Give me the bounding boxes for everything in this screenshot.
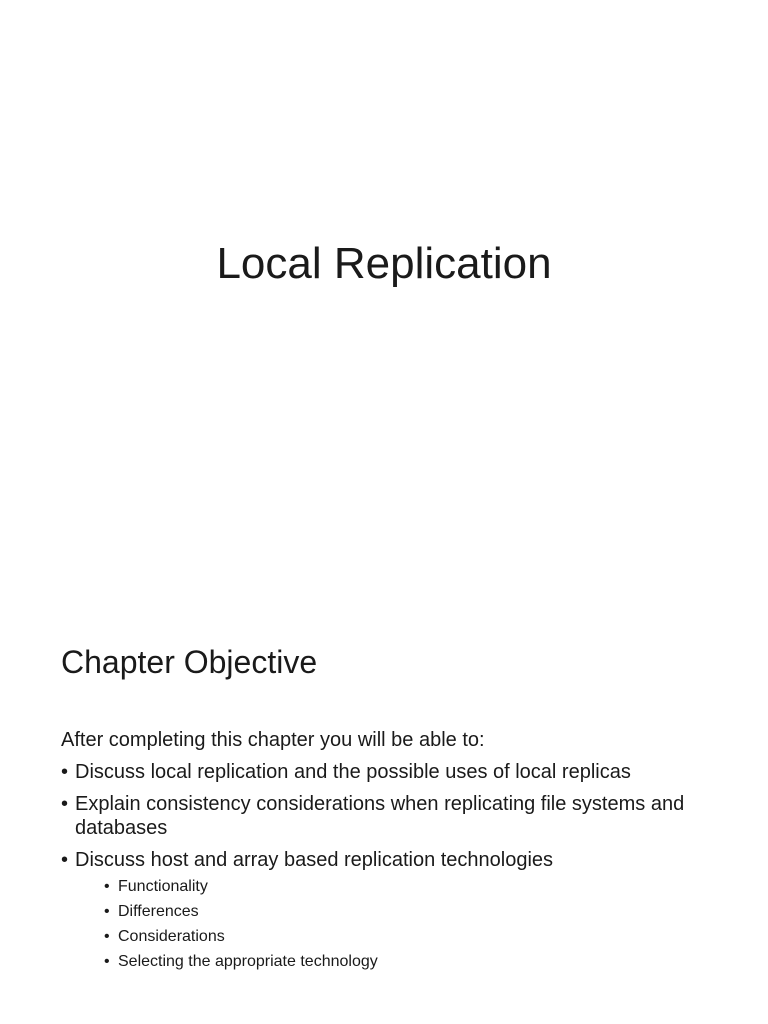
sub-list-item (75, 949, 741, 974)
bullet-icon: • (104, 878, 110, 895)
bullet-icon: • (61, 849, 69, 871)
list-item-text: Explain consistency considerations when replicating file systems and databases (75, 793, 685, 839)
list-item (61, 848, 741, 974)
slide-title: Local Replication (216, 239, 552, 288)
sub-list-item-text: Differences (118, 903, 199, 920)
bullet-icon: • (61, 793, 69, 815)
bullet-icon: • (61, 761, 69, 783)
intro-text: After completing this chapter you will be able to: (61, 729, 485, 751)
list-item-text: Discuss local replication and the possible uses of local replicas (75, 761, 631, 783)
section-title: Chapter Objective (61, 644, 318, 680)
objectives-slide (0, 560, 768, 1024)
bullet-icon: • (104, 953, 110, 970)
sub-list-item-text: Functionality (118, 878, 208, 895)
objectives-body (61, 728, 741, 982)
list-item-text: Discuss host and array based replication technologies (75, 849, 554, 871)
list-item (61, 760, 741, 784)
sub-list-item (75, 874, 741, 899)
sub-list-item-text: Selecting the appropriate technology (118, 953, 378, 970)
objectives-list (61, 760, 741, 974)
sub-list-item-text: Considerations (118, 928, 225, 945)
sub-list (75, 874, 741, 974)
sub-list-item (75, 899, 741, 924)
list-item (61, 792, 741, 840)
sub-list-item (75, 924, 741, 949)
bullet-icon: • (104, 928, 110, 945)
bullet-icon: • (104, 903, 110, 920)
